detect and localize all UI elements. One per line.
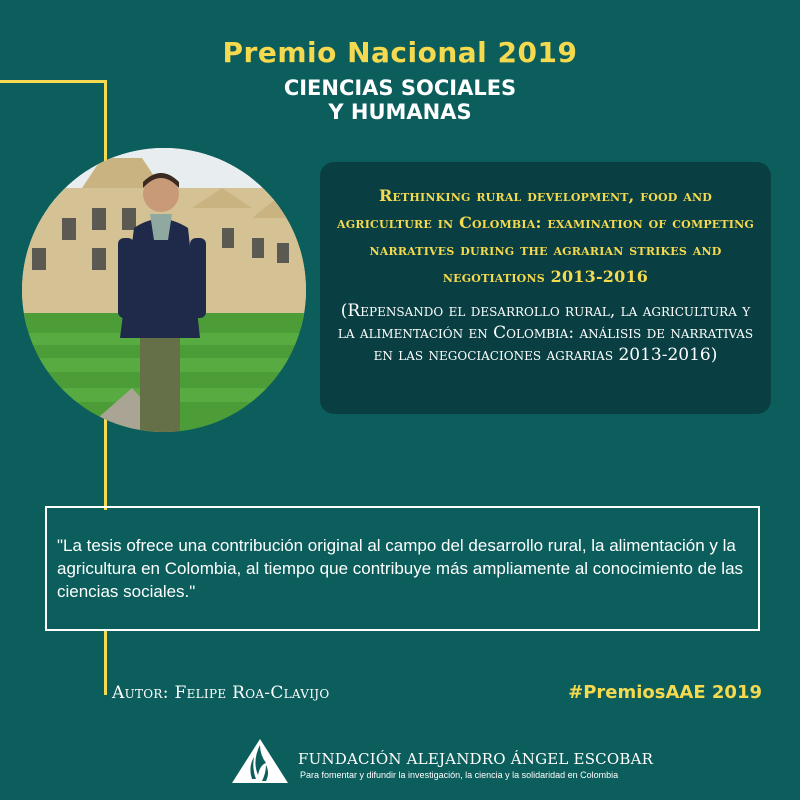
foundation-name: FUNDACIÓN ALEJANDRO ÁNGEL ESCOBAR [298, 750, 654, 768]
hashtag: #PremiosAAE 2019 [568, 682, 762, 703]
foundation-tagline: Para fomentar y difundir la investigación, la ciencia y la solidaridad en Colombia [300, 770, 619, 780]
category-line-2: Y HUMANAS [328, 100, 472, 124]
thesis-title-spanish: (Repensando el desarrollo rural, la agricultura y la alimentación en Colombia: análisis de narrativas en las negociaciones agrarias 2013-2016) [337, 301, 754, 365]
thesis-title-english: Rethinking rural development, food and agriculture in Colombia: examination of competing narratives during the agrarian strikes and negotiations 2013-2016 [337, 186, 754, 286]
quote-box [45, 506, 760, 631]
flame-logo-icon [230, 735, 290, 785]
thesis-info-box [320, 162, 771, 414]
author-credit: Autor: Felipe Roa-Clavijo [112, 683, 330, 703]
quote-text: "La tesis ofrece una contribución original al campo del desarrollo rural, la alimentación y la agricultura en Colombia, al tiempo que contribuye más ampliamente al conocimiento de las ciencias sociales." [57, 536, 744, 601]
award-category [0, 76, 800, 124]
award-title: Premio Nacional 2019 [222, 36, 578, 69]
frame-line-left-lower [104, 630, 107, 695]
category-line-1: CIENCIAS SOCIALES [283, 76, 517, 100]
author-photo [22, 148, 306, 432]
author-photo-illustration [22, 148, 306, 432]
